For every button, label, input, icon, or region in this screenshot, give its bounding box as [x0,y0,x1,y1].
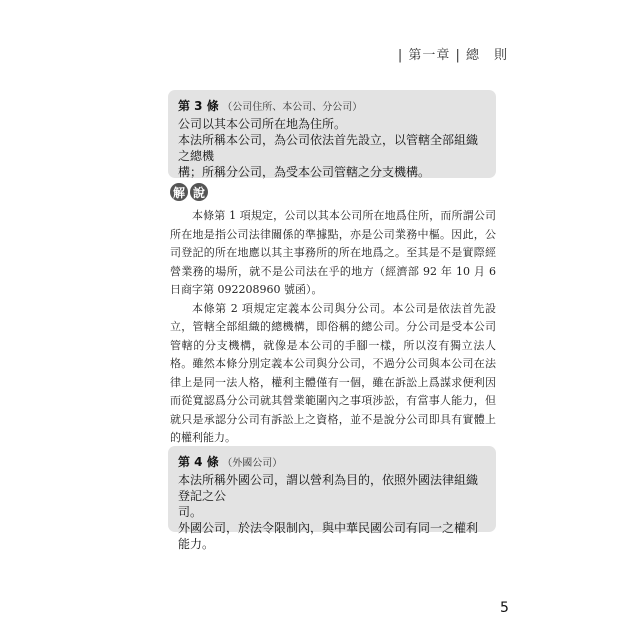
explanation-badge-char-2: 說 [190,183,208,201]
article-4-box [168,446,496,551]
article-4-note: （外國公司） [222,458,283,469]
article-4-line-1: 本法所稱外國公司，謂以營利為目的，依照外國法律組織登記之公 [178,473,479,503]
article-3-box [168,90,496,178]
explanation-paragraph-1: 本條第 1 項規定，公司以其本公司所在地爲住所，而所謂公司所在地是指公司法律關係的準據點，亦是公司業務中樞。因此，公司登記的所在地應以其主事務所的所在地爲之。至其是不是實際經營業務的場所，就不是公司法在乎的地方（經濟部 92 年 10 月 6 日商字第 09220896​0 號函）。 [170,209,496,296]
explanation-text [170,207,496,448]
article-4-number: 第 4 條 [178,455,219,469]
article-3-line-3: 構；所稱分公司，為受本公司管轄之分支機構。 [178,165,431,179]
article-3-line-2: 本法所稱本公司，為公司依法首先設立，以管轄全部組織之總機 [178,133,479,163]
article-4-line-3: 外國公司，於法令限制內，與中華民國公司有同一之權利能力。 [178,521,479,551]
page-number: 5 [500,600,509,616]
article-3-number: 第 3 條 [178,99,219,113]
running-head: | 第一章 | 總 則 [397,48,508,63]
explanation-paragraph-2: 本條第 2 項規定定義本公司與分公司。本公司是依法首先設立，管轄全部組織的總機構，即俗稱的總公司。分公司是受本公司管轄的分支機構，就像是本公司的手腳一樣，所以沒有獨立法人格。雖然本條分別定義本公司與分公司，不過分公司與本公司在法律上是同一法人格，權利主體僅有一個，雖在訴訟上爲謀求便利因而從寬認爲分公司就其營業範圍內之事項涉訟，有當事人能力，但就只是承認分公司有訴訟上之資格，並不是說分公司即具有實體上的權利能力。 [170,301,496,444]
article-4-line-2: 司。 [178,505,203,519]
article-4-heading [178,454,486,472]
explanation-badge [170,183,208,201]
article-3-heading [178,98,486,116]
article-3-note: （公司住所、本公司、分公司） [222,102,363,113]
explanation-badge-char-1: 解 [170,183,188,201]
article-3-line-1: 公司以其本公司所在地為住所。 [178,117,347,131]
